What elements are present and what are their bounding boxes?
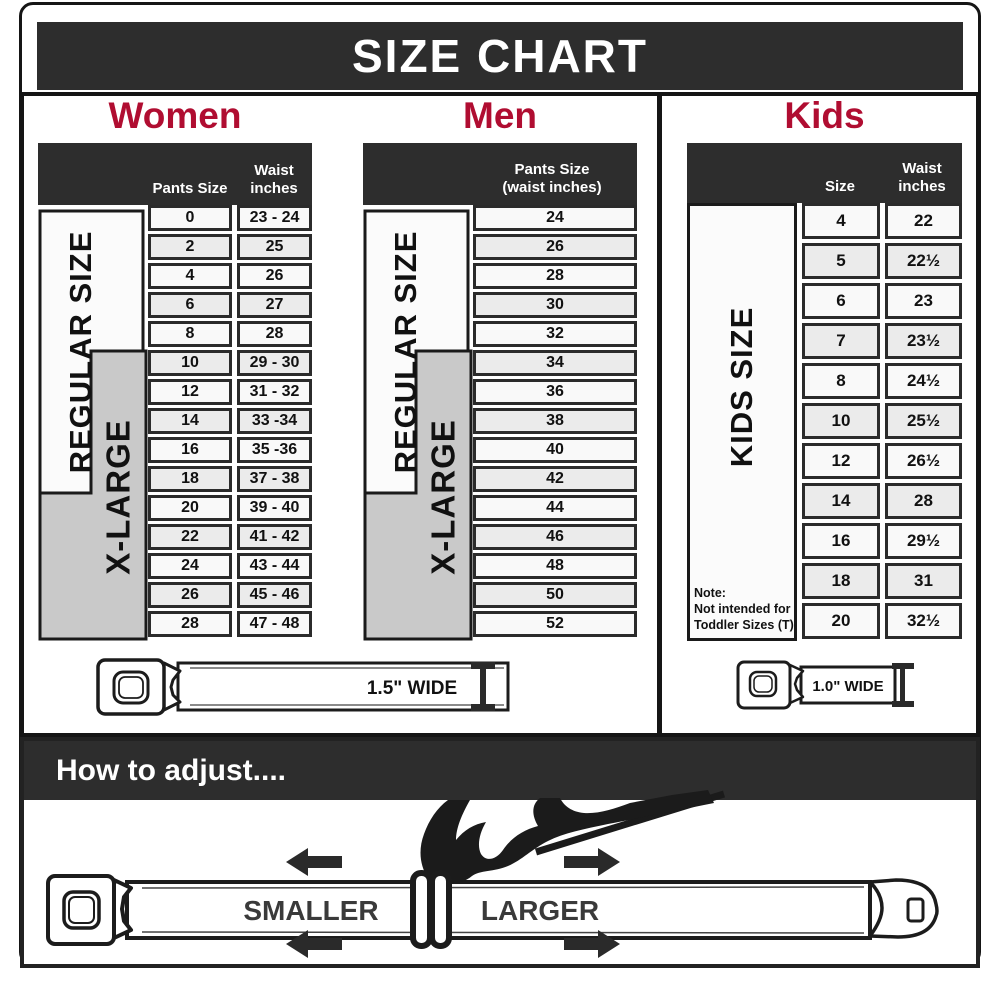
kids-size-header: Size [824, 178, 855, 196]
pants-size-cell: 48 [473, 553, 637, 579]
tail-tip-slot [908, 899, 923, 921]
table-row [148, 292, 312, 318]
pants-size-cell: 36 [473, 379, 637, 405]
waist-cell: 33 -34 [237, 408, 312, 434]
men-x-large-label: X-LARGE [424, 419, 462, 575]
table-row [148, 205, 312, 231]
kids-heading: Kids [784, 95, 865, 136]
pants-size-cell: 34 [473, 350, 637, 376]
arrow-right-icon [564, 848, 620, 876]
table-row [148, 437, 312, 463]
table-row [148, 611, 312, 637]
women-size-group-strip [38, 205, 148, 641]
strap-stitch-line [142, 932, 864, 933]
pants-size-cell: 24 [148, 553, 232, 579]
pants-size-cell: 38 [473, 408, 637, 434]
table-row [802, 323, 962, 359]
pants-size-cell: 52 [473, 611, 637, 637]
waist-cell: 45 - 46 [237, 582, 312, 608]
women-x-large-label: X-LARGE [99, 419, 137, 575]
table-row [148, 582, 312, 608]
pants-size-cell: 0 [148, 205, 232, 231]
table-row [473, 437, 637, 463]
waist-cell: 22½ [885, 243, 962, 279]
women-heading: Women [108, 95, 242, 136]
table-row [473, 553, 637, 579]
waist-cell: 37 - 38 [237, 466, 312, 492]
table-row [802, 243, 962, 279]
women-regular-size-label: REGULAR SIZE [63, 230, 99, 474]
men-table-header [363, 143, 637, 205]
size-cell: 14 [802, 483, 880, 519]
title-banner [37, 22, 963, 90]
waist-cell: 22 [885, 203, 962, 239]
pants-size-cell: 12 [148, 379, 232, 405]
table-row [148, 234, 312, 260]
waist-cell: 28 [237, 321, 312, 347]
table-row [473, 234, 637, 260]
size-cell: 5 [802, 243, 880, 279]
adult-belt-illustration [90, 655, 510, 720]
size-cell: 8 [802, 363, 880, 399]
table-row [802, 443, 962, 479]
size-cell: 4 [802, 203, 880, 239]
kids-size-label: KIDS SIZE [724, 307, 759, 468]
table-row [148, 321, 312, 347]
table-row [473, 524, 637, 550]
table-row [148, 263, 312, 289]
belt-adjuster [413, 873, 430, 946]
belt-tail-tip [870, 880, 937, 937]
waist-cell: 29½ [885, 523, 962, 559]
table-row [148, 350, 312, 376]
men-pants-size-header: Pants Size (waist inches) [502, 160, 602, 197]
waist-cell: 31 - 32 [237, 379, 312, 405]
pants-size-cell: 46 [473, 524, 637, 550]
pants-size-cell: 44 [473, 495, 637, 521]
pants-size-cell: 10 [148, 350, 232, 376]
buckle-button-inner [119, 677, 143, 698]
waist-cell: 31 [885, 563, 962, 599]
table-row [473, 205, 637, 231]
table-row [802, 283, 962, 319]
size-cell: 12 [802, 443, 880, 479]
table-row [802, 563, 962, 599]
women-pants-size-header: Pants Size [152, 180, 228, 198]
waist-cell: 24½ [885, 363, 962, 399]
size-cell: 16 [802, 523, 880, 559]
women-waist-header: Waist inches [250, 161, 298, 198]
size-cell: 7 [802, 323, 880, 359]
table-row [802, 363, 962, 399]
size-cell: 10 [802, 403, 880, 439]
pants-size-cell: 6 [148, 292, 232, 318]
pants-size-cell: 16 [148, 437, 232, 463]
kids-table-body [802, 203, 962, 643]
pants-size-cell: 22 [148, 524, 232, 550]
women-table-body [148, 205, 312, 640]
waist-cell: 27 [237, 292, 312, 318]
kids-size-group-strip [687, 203, 797, 641]
waist-cell: 47 - 48 [237, 611, 312, 637]
waist-cell: 26½ [885, 443, 962, 479]
waist-cell: 23½ [885, 323, 962, 359]
table-row [473, 292, 637, 318]
buckle-button-inner [69, 897, 94, 923]
pants-size-cell: 20 [148, 495, 232, 521]
arrow-left-icon [286, 848, 342, 876]
pants-size-cell: 14 [148, 408, 232, 434]
kids-table-header [687, 143, 962, 203]
table-row [473, 350, 637, 376]
pants-size-cell: 8 [148, 321, 232, 347]
strap-stitch-line [142, 887, 864, 888]
table-row [802, 483, 962, 519]
men-size-group-strip [363, 205, 473, 641]
waist-cell: 43 - 44 [237, 553, 312, 579]
pants-size-cell: 2 [148, 234, 232, 260]
table-row [148, 379, 312, 405]
waist-cell: 26 [237, 263, 312, 289]
table-row [473, 466, 637, 492]
waist-cell: 35 -36 [237, 437, 312, 463]
table-row [802, 523, 962, 559]
table-row [473, 582, 637, 608]
kids-note: Note: Not intended for Toddler Sizes (T) [694, 586, 794, 632]
waist-cell: 25 [237, 234, 312, 260]
hand-icon [421, 790, 714, 884]
table-row [148, 408, 312, 434]
how-to-adjust-banner [24, 741, 976, 800]
waist-cell: 23 [885, 283, 962, 319]
waist-cell: 41 - 42 [237, 524, 312, 550]
kids-waist-header: Waist inches [898, 159, 946, 196]
pants-size-cell: 24 [473, 205, 637, 231]
table-row [802, 603, 962, 639]
buckle-button-inner [754, 676, 772, 692]
waist-cell: 29 - 30 [237, 350, 312, 376]
table-row [473, 263, 637, 289]
pants-size-cell: 32 [473, 321, 637, 347]
table-row [473, 379, 637, 405]
pants-size-cell: 30 [473, 292, 637, 318]
women-table-header [38, 143, 312, 205]
belt-adjuster [432, 873, 449, 946]
pants-size-cell: 50 [473, 582, 637, 608]
kids-belt-illustration [735, 660, 945, 710]
table-row [473, 611, 637, 637]
pants-size-cell: 26 [148, 582, 232, 608]
waist-cell: 28 [885, 483, 962, 519]
pants-size-cell: 26 [473, 234, 637, 260]
size-cell: 6 [802, 283, 880, 319]
waist-cell: 39 - 40 [237, 495, 312, 521]
pants-size-cell: 40 [473, 437, 637, 463]
size-cell: 18 [802, 563, 880, 599]
men-table-body [473, 205, 637, 640]
smaller-label: SMALLER [243, 895, 379, 926]
how-to-adjust-heading: How to adjust.... [56, 753, 286, 787]
table-row [148, 553, 312, 579]
pants-size-cell: 28 [473, 263, 637, 289]
pants-size-cell: 18 [148, 466, 232, 492]
belt-strap [178, 663, 508, 710]
table-row [473, 408, 637, 434]
table-row [473, 495, 637, 521]
size-cell: 20 [802, 603, 880, 639]
adjust-illustration [24, 800, 976, 962]
table-row [802, 403, 962, 439]
men-regular-size-label: REGULAR SIZE [388, 230, 424, 474]
table-row [148, 495, 312, 521]
pants-size-cell: 42 [473, 466, 637, 492]
belt-width-label: 1.0" WIDE [812, 678, 884, 695]
waist-cell: 25½ [885, 403, 962, 439]
belt-width-label: 1.5" WIDE [366, 678, 458, 699]
pants-size-cell: 28 [148, 611, 232, 637]
table-row [473, 321, 637, 347]
table-row [148, 466, 312, 492]
pants-size-cell: 4 [148, 263, 232, 289]
section-divider [657, 92, 662, 737]
men-heading: Men [463, 95, 537, 136]
waist-cell: 32½ [885, 603, 962, 639]
larger-label: LARGER [480, 895, 600, 926]
table-row [148, 524, 312, 550]
waist-cell: 23 - 24 [237, 205, 312, 231]
table-row [802, 203, 962, 239]
page-title: SIZE CHART [352, 30, 648, 82]
